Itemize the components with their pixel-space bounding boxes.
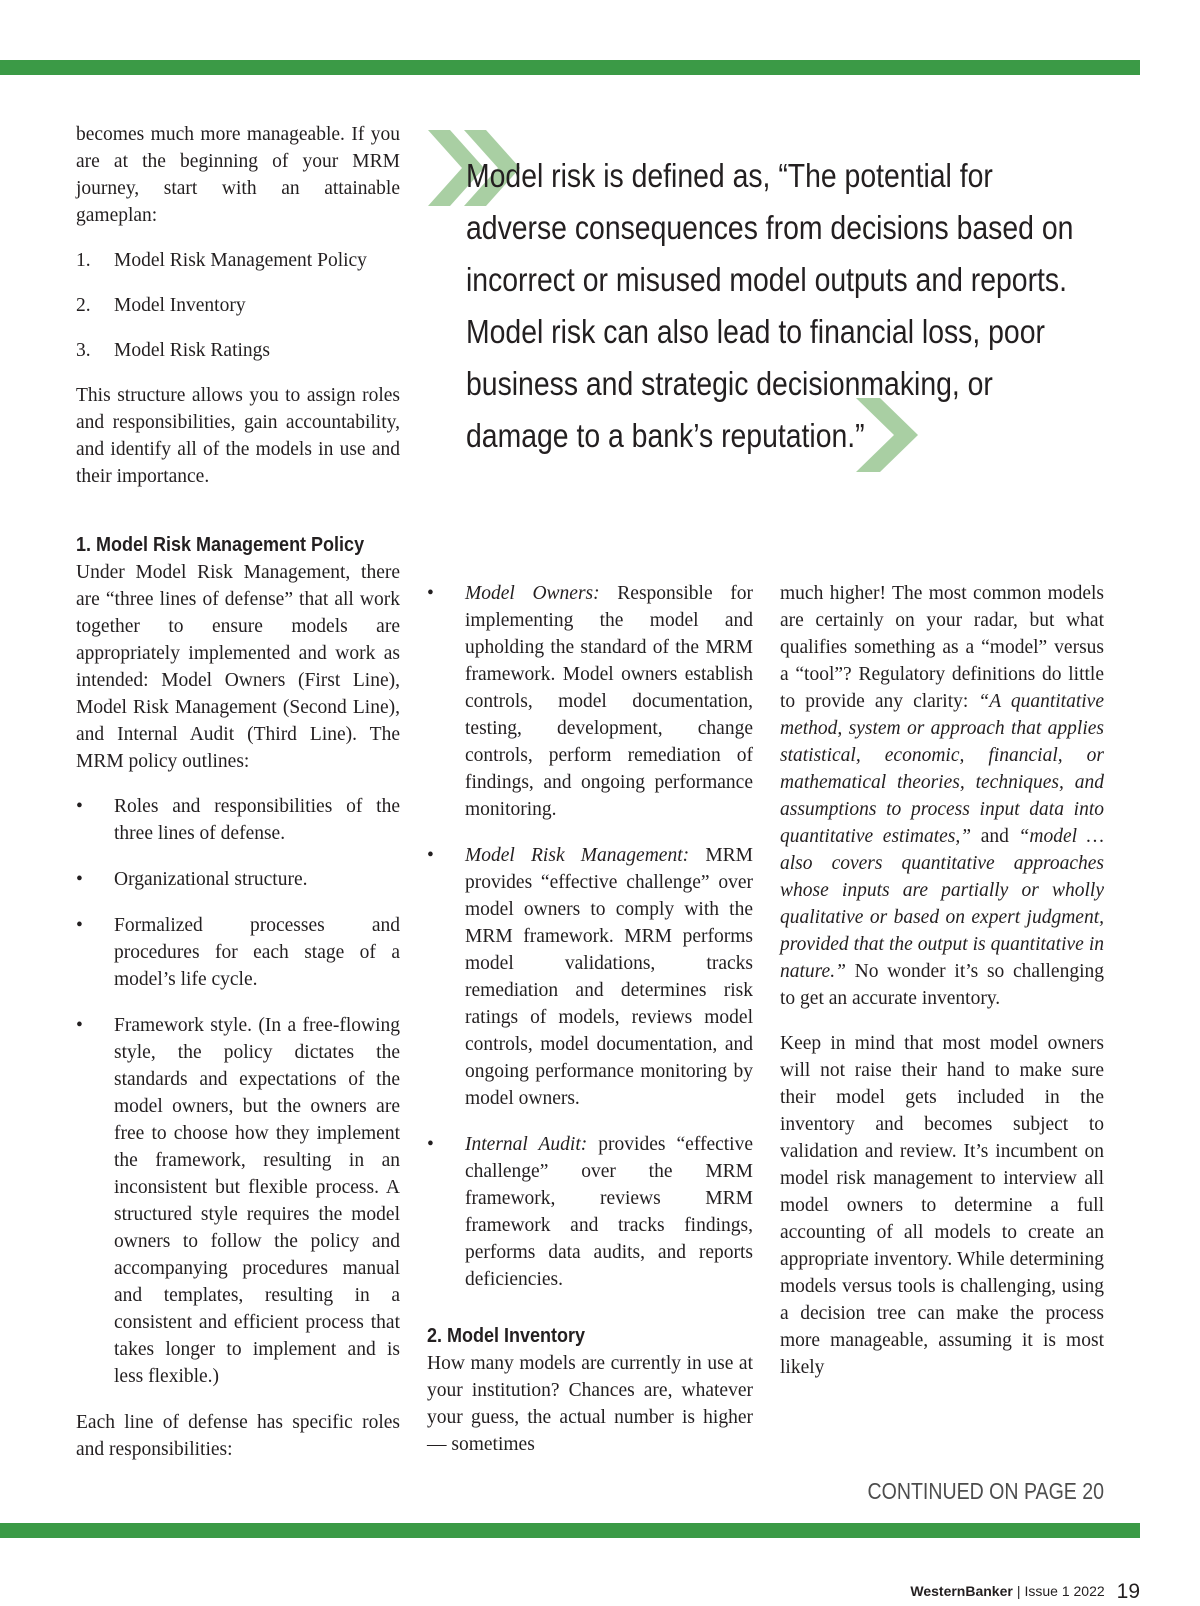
role-term: Internal Audit: [465,1134,588,1155]
pull-quote-line: damage to a bank’s reputation.” [466,417,865,454]
intro-paragraph: becomes much more manageable. If you are at the beginning of your MRM journey, start with an attainable gameplan: [76,124,400,226]
policy-outline-list [76,793,400,1390]
role-text: MRM provides “effective challenge” over model owners to comply with the MRM framework. MRM performs model validations, tracks remediation and determines risk ratings of models, reviews model controls, model documentation, and ongoing performance monitoring by model owners. [465,845,754,1109]
list-item: • Framework style. (In a free-flowing style, the policy dictates the standards and expectations of the model owners, but the owners are free to choose how they implement the framework, resulting in an inconsistent but flexible process. A structured style requires the model owners to follow the policy and accompanying procedures manual and templates, resulting in a consistent and efficient process that takes longer to implement and is less flexible.) [76,1012,400,1390]
list-item: • Formalized processes and procedures for each stage of a model’s life cycle. [76,912,400,993]
top-accent-bar [0,60,1140,75]
column-3 [780,580,1104,1399]
continued-on-page-label: CONTINUED ON PAGE 20 [867,1478,1104,1504]
definition-lead: much higher! The most common models are certainly on your radar, but what qualifies something as a “model” versus a “tool”? Regulatory definitions do little to provide any clarity: [780,583,1104,712]
bottom-accent-bar [0,1523,1140,1538]
role-text: provides “effective challenge” over the MRM framework, reviews MRM framework and tracks findings, performs data audits, and reports deficiencies. [465,1134,753,1290]
definition-and: and [971,826,1019,847]
section-heading-policy: 1. Model Risk Management Policy [76,534,365,556]
pull-quote-line: adverse consequences from decisions based on [466,209,1074,246]
pull-quote-line: incorrect or misused model outputs and reports. [466,261,1068,298]
inventory-paragraph: How many models are currently in use at your institution? Chances are, whatever your guess, the actual number is higher — sometimes [427,1353,753,1455]
publication-name: WesternBanker [910,1583,1013,1599]
list-text: Model Inventory [114,295,246,316]
list-item [76,337,400,364]
list-text: Model Risk Ratings [114,340,271,361]
inventory-advice-paragraph: Keep in mind that most model owners will not raise their hand to make sure their model gets included in the inventory and becomes subject to validation and review. It’s incumbent on model risk management to interview all model owners to determine a full accounting of all models to create an appropriate inventory. While determining models versus tools is challenging, using a decision tree can make the process more manageable, assuming it is most likely [780,1033,1104,1378]
footer-separator: | [1016,1583,1021,1599]
pull-quote-line: Model risk is defined as, “The potential for [466,157,993,194]
list-item [427,842,753,1112]
definition-tail: No wonder it’s so challenging to get an accurate inventory. [780,961,1104,1009]
role-term: Model Owners: [465,583,600,604]
list-item [76,247,400,274]
close-quote-chevron-icon [856,398,920,472]
list-item [76,292,400,319]
page-footer [910,1580,1140,1604]
definition-quote-1: “A quantitative method, system or approach that applies statistical, economic, financial, or mathematical theories, techniques, and assumptions to process input data into quantitative estimates,” [780,691,1104,847]
list-item: • Roles and responsibilities of the three lines of defense. [76,793,400,847]
pull-quote-line: business and strategic decisionmaking, or [466,365,993,402]
structure-paragraph: This structure allows you to assign roles and responsibilities, gain accountability, and identify all of the models in use and their importance. [76,385,400,487]
list-item [427,580,753,823]
list-number: 2. [76,295,91,316]
pull-quote [466,150,1146,462]
lines-of-defense-list [427,580,753,1293]
column-2 [427,580,753,1476]
column-1 [76,121,400,1481]
list-number: 3. [76,340,91,361]
role-term: Model Risk Management: [465,845,690,866]
list-text: Model Risk Management Policy [114,250,367,271]
list-item: • Organizational structure. [76,866,400,893]
policy-paragraph: Under Model Risk Management, there are “three lines of defense” that all work together to ensure models are appropriately implemented and work as intended: Model Owners (First Line), Model Risk Management (Second Line), and Internal Audit (Third Line). The MRM policy outlines: [76,562,400,772]
role-text: Responsible for implementing the model and upholding the standard of the MRM framework. Model owners establish controls, model documentation, testing, development, change controls, perform remediation of findings, and ongoing performance monitoring. [465,583,753,820]
page-number: 19 [1116,1580,1140,1603]
pull-quote-line: Model risk can also lead to financial loss, poor [466,313,1045,350]
definition-quote-2: “model … also covers quantitative approaches whose inputs are partially or wholly qualitative or based on expert judgment, provided that the output is quantitative in nature.” [780,826,1104,982]
gameplan-list [76,247,400,364]
definition-paragraph [780,580,1104,1012]
section-heading-inventory: 2. Model Inventory [427,1325,586,1347]
list-item [427,1131,753,1293]
issue-label: Issue 1 2022 [1024,1583,1105,1599]
closing-paragraph: Each line of defense has specific roles and responsibilities: [76,1412,400,1460]
list-number: 1. [76,250,91,271]
